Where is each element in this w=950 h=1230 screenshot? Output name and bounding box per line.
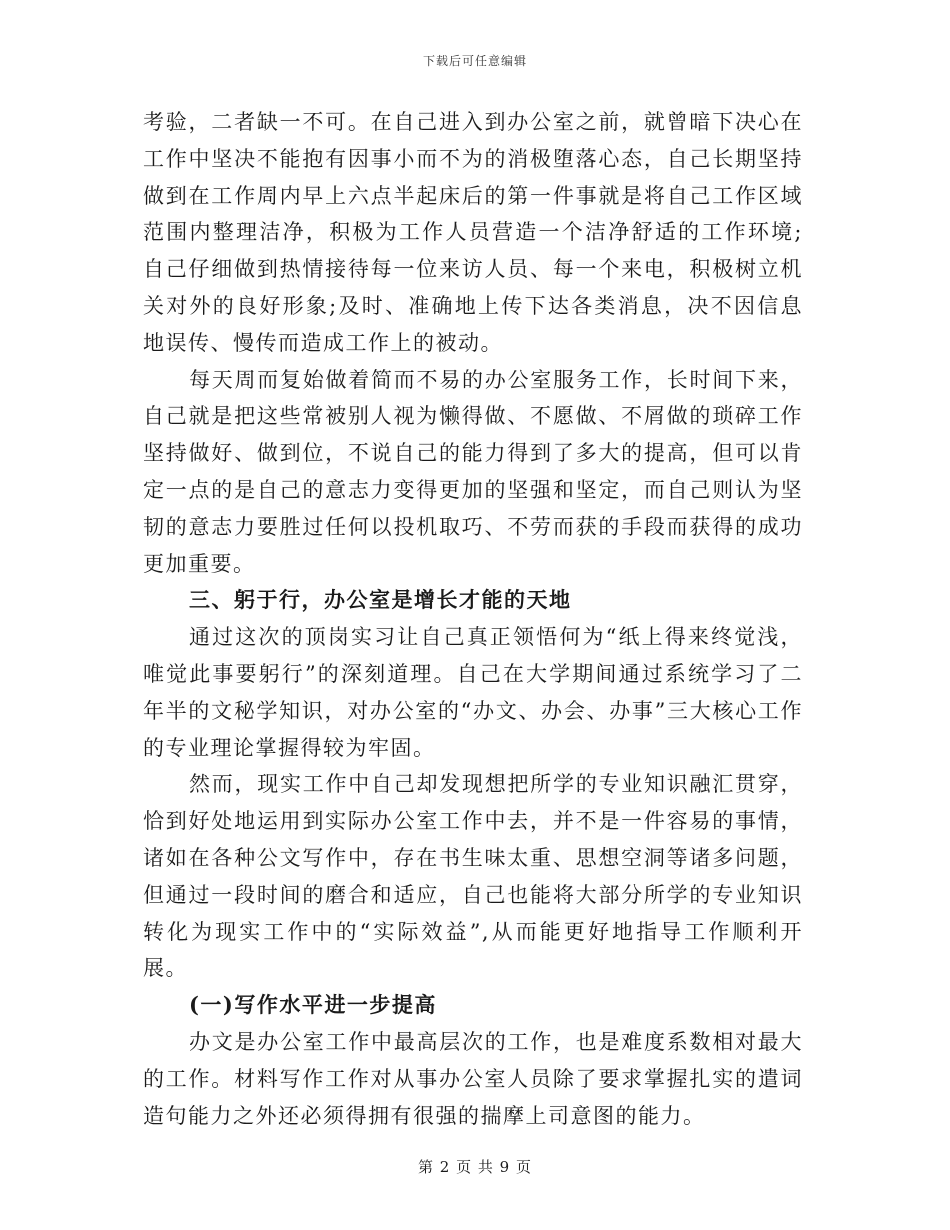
paragraph: 每天周而复始做着简而不易的办公室服务工作，长时间下来，自己就是把这些常被别人视为懒得做、不愿做、不屑做的琐碎工作坚持做好、做到位，不说自己的能力得到了多大的提高，但可以肯定一点的是自己的意志力变得更加的坚强和坚定，而自己则认为坚韧的意志力要胜过任何以投机取巧、不劳而获的手段而获得的成功更加重要。 [143,367,803,576]
paragraph: 通过这次的顶岗实习让自己真正领悟何为“纸上得来终觉浅，唯觉此事要躬行”的深刻道理。自己在大学期间通过系统学习了二年半的文秘学知识，对办公室的“办文、办会、办事”三大核心工作的专业理论掌握得较为牢固。 [143,625,803,760]
paragraph: 然而，现实工作中自己却发现想把所学的专业知识融汇贯穿，恰到好处地运用到实际办公室工作中去，并不是一件容易的事情，诸如在各种公文写作中，存在书生味太重、思想空洞等诸多问题，但通过一段时间的磨合和适应，自己也能将大部分所学的专业知识转化为现实工作中的“实际效益”,从而能更好地指导工作顺利开展。 [143,772,803,981]
paragraph: 办文是办公室工作中最高层次的工作，也是难度系数相对最大的工作。材料写作工作对从事办公室人员除了要求掌握扎实的遣词造句能力之外还必须得拥有很强的揣摩上司意图的能力。 [143,1029,803,1128]
paragraph-continuation: 考验，二者缺一不可。在自己进入到办公室之前，就曾暗下决心在工作中坚决不能抱有因事小而不为的消极堕落心态，自己长期坚持做到在工作周内早上六点半起床后的第一件事就是将自己工作区域范围内整理洁净，积极为工作人员营造一个洁净舒适的工作环境;自己仔细做到热情接待每一位来访人员、每一个来电，积极树立机关对外的良好形象;及时、准确地上传下达各类消息，决不因信息地误传、慢传而造成工作上的被动。 [143,110,803,355]
subsection-heading: (一)写作水平进一步提高 [189,992,437,1018]
document-body [143,104,803,1134]
page-header: 下载后可任意编辑 [422,54,527,68]
page-number: 第 2 页 共 9 页 [418,1158,532,1176]
section-heading: 三、躬于行，办公室是增长才能的天地 [189,587,572,613]
